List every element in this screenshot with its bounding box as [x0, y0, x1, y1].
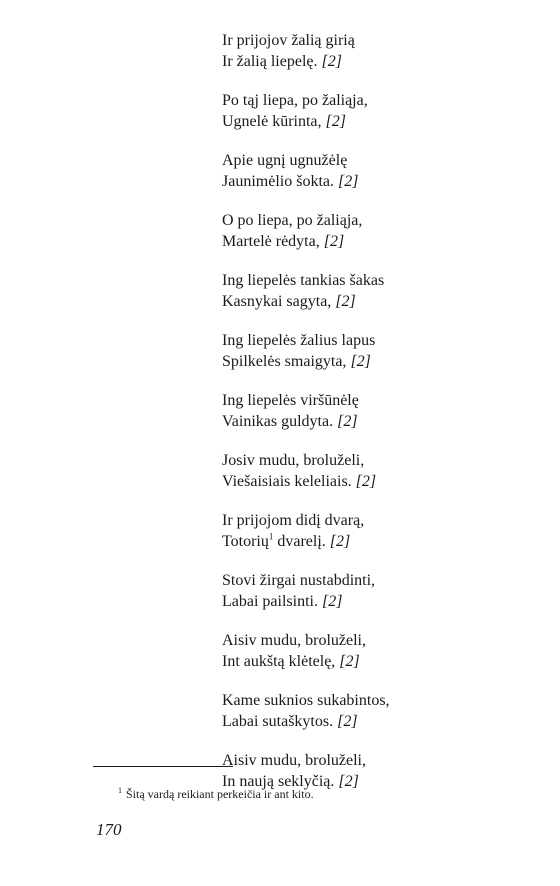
verse-text: Kasnykai sagyta, — [222, 293, 332, 310]
verse-line — [222, 591, 542, 612]
verse-text: Martelė rėdyta, — [222, 233, 320, 250]
verse-text: Ir žalią liepelę. — [222, 53, 318, 70]
refrain-marker: [2] — [325, 113, 346, 130]
verse-line: Kame suknios sukabintos, — [222, 692, 390, 709]
footnote-divider — [93, 766, 233, 767]
refrain-marker: [2] — [335, 293, 356, 310]
verse-line: Aisiv mudu, broluželi, — [222, 632, 366, 649]
refrain-marker: [2] — [337, 713, 358, 730]
stanza — [222, 450, 542, 492]
verse-line — [222, 351, 542, 372]
footnote — [118, 786, 314, 802]
verse-text: Ugnelė kūrinta, — [222, 113, 322, 130]
stanza — [222, 270, 542, 312]
verse-text: dvarelį. — [273, 533, 326, 550]
verse-line — [222, 651, 542, 672]
refrain-marker: [2] — [321, 593, 343, 610]
verse-line: Ing liepelės tankias šakas — [222, 272, 385, 289]
verse-line — [222, 51, 542, 72]
verse-text: Spilkelės smaigyta, — [222, 353, 347, 370]
verse-line: Ing liepelės viršūnėlę — [222, 392, 359, 409]
verse-line: Ing liepelės žalius lapus — [222, 332, 376, 349]
refrain-marker: [2] — [339, 653, 360, 670]
verse-line: Josiv mudu, broluželi, — [222, 452, 365, 469]
verse-line: Ir prijojov žalią girią — [222, 32, 355, 49]
verse-text: Jaunimėlio šokta. — [222, 173, 334, 190]
refrain-marker: [2] — [329, 533, 351, 550]
stanza — [222, 150, 542, 192]
verse-text: Int aukštą klėtelę, — [222, 653, 336, 670]
verse-text: Vainikas guldyta. — [222, 413, 334, 430]
refrain-marker: [2] — [337, 173, 359, 190]
footnote-mark: 1 — [118, 786, 122, 795]
stanza — [222, 630, 542, 672]
verse-line: Apie ugnį ugnužėlę — [222, 152, 348, 169]
refrain-marker: [2] — [321, 53, 342, 70]
verse-line — [222, 171, 542, 192]
verse-line: Stovi žirgai nustabdinti, — [222, 572, 376, 589]
stanza — [222, 30, 542, 72]
stanza — [222, 330, 542, 372]
page-number: 170 — [96, 820, 122, 839]
stanza — [222, 210, 542, 252]
stanza — [222, 510, 542, 552]
verse-line: O po liepa, po žaliąja, — [222, 212, 363, 229]
stanza — [222, 570, 542, 612]
verse-text: In naują seklyčią. — [222, 773, 335, 790]
poem — [222, 30, 542, 810]
refrain-marker: [2] — [338, 773, 359, 790]
verse-text: Totorių — [222, 533, 269, 550]
verse-line: Aisiv mudu, broluželi, — [222, 752, 366, 769]
verse-line — [222, 411, 542, 432]
verse-text: Labai pailsinti. — [222, 593, 318, 610]
verse-line — [222, 711, 542, 732]
refrain-marker: [2] — [355, 473, 377, 490]
verse-line: Po tąj liepa, po žaliąja, — [222, 92, 368, 109]
verse-text: Viešaisiais keleliais. — [222, 473, 352, 490]
refrain-marker: [2] — [323, 233, 345, 250]
verse-text: Labai sutaškytos. — [222, 713, 334, 730]
verse-line — [222, 231, 542, 252]
stanza — [222, 390, 542, 432]
verse-line — [222, 471, 542, 492]
stanza — [222, 690, 542, 732]
refrain-marker: [2] — [337, 413, 358, 430]
footnote-text: Šitą vardą reikiant perkeičia ir ant kito. — [126, 787, 314, 801]
stanza — [222, 90, 542, 132]
refrain-marker: [2] — [350, 353, 371, 370]
verse-line — [222, 291, 542, 312]
verse-line — [222, 531, 542, 552]
footnote-reference: 1 — [268, 531, 274, 542]
verse-line — [222, 111, 542, 132]
verse-line: Ir prijojom didį dvarą, — [222, 512, 365, 529]
